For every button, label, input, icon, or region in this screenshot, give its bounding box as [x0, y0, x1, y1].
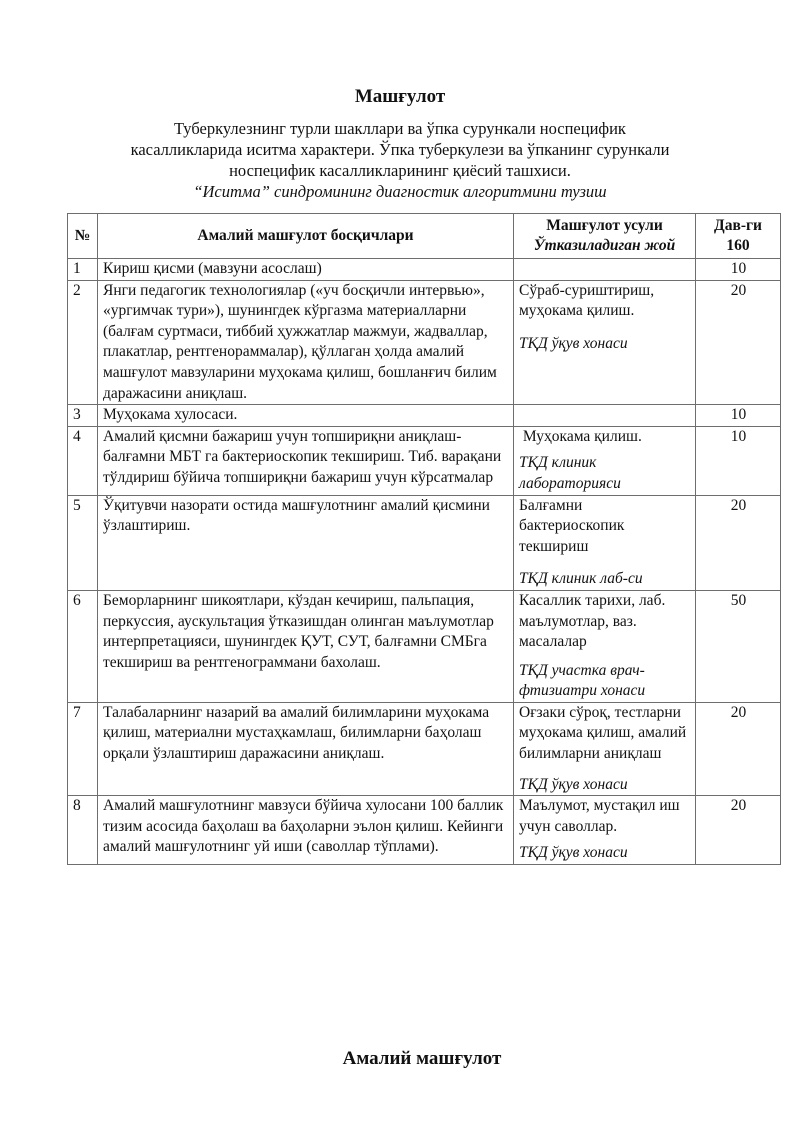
- row-number: 5: [68, 495, 98, 590]
- row-number: 8: [68, 796, 98, 865]
- row-method: [514, 495, 696, 590]
- row-method-text: Оғзаки сўроқ, тестларни муҳокама қилиш, амалий билимларни аниқлаш: [519, 703, 687, 763]
- table-row: [68, 495, 781, 590]
- row-stage: Муҳокама хулосаси.: [98, 405, 514, 427]
- header-place-label: Ўтказиладиган жой: [533, 237, 676, 254]
- row-stage: Кириш қисми (мавзуни асослаш): [98, 259, 514, 281]
- row-number: 3: [68, 405, 98, 427]
- row-stage: Янги педагогик технологиялар («уч босқичли интервью», «ургимчак тури»), шунингдек кўргазма материалларни (балғам суртмаси, тиббий ҳужжатлар мажмуи, жадваллар, плакатлар, рентгенораммалар), қўллаган ҳолда амалий машғулот мавзуларини муҳокама қилиш, бошланғич билим даражасини аниқлаш.: [98, 280, 514, 405]
- table-row: [68, 590, 781, 702]
- row-method-text: Балғамни бактериоскопик текшириш: [519, 496, 625, 555]
- row-method: [514, 702, 696, 795]
- row-duration: 10: [696, 426, 781, 495]
- row-number: 4: [68, 426, 98, 495]
- row-place: ТҚД участка врач-фтизиатри хонаси: [519, 661, 646, 700]
- row-stage: Амалий қисмни бажариш учун топшириқни аниқлаш-балғамни МБТ га бактериоскопик текшириш. Тиб. варақани тўлдириш бўйича топшириқни бажариш учун кўрсатмалар: [98, 426, 514, 495]
- row-stage: Амалий машғулотнинг мавзуси бўйича хулосани 100 баллик тизим асосида баҳолаш ва баҳоларни эълон қилиш. Кейинги амалий машғулотнинг уй иши (саволлар тўплами).: [98, 796, 514, 865]
- header-number: №: [68, 214, 98, 259]
- row-number: 1: [68, 259, 98, 281]
- row-place: ТҚД ўқув хонаси: [519, 844, 628, 862]
- table-row: [68, 259, 781, 281]
- table-row: [68, 405, 781, 427]
- row-duration: 50: [696, 590, 781, 702]
- row-method: [514, 590, 696, 702]
- table-row: [68, 796, 781, 865]
- topic-line-1: Туберкулезнинг турли шакллари ва ўпка сурункали носпецифик: [174, 119, 626, 138]
- row-stage: Беморларнинг шикоятлари, кўздан кечириш, пальпация, перкуссия, аускультация ўтказишдан олинган маълумотлар интерпретацияси, шунингдек ҚУТ, СУТ, балғамни СМБга текшириш ва рентгенограммани бахолаш.: [98, 590, 514, 702]
- row-number: 7: [68, 702, 98, 795]
- header-duration-total: 160: [726, 237, 750, 254]
- header-method: [514, 214, 696, 259]
- row-method: [514, 426, 696, 495]
- table-row: [68, 702, 781, 795]
- row-method-text: Сўраб-суриштириш, муҳокама қилиш.: [519, 281, 655, 320]
- row-place: ТҚД клиник лаб-си: [519, 570, 643, 588]
- topic-line-4: “Иситма” синдромининг диагностик алгоритмини тузиш: [193, 182, 607, 201]
- row-method: [514, 405, 696, 427]
- row-duration: 20: [696, 796, 781, 865]
- row-method: [514, 259, 696, 281]
- row-method-text: Маълумот, мустақил иш учун саволлар.: [519, 797, 680, 835]
- row-duration: 10: [696, 405, 781, 427]
- topic-line-3: носпецифик касалликларининг қиёсий ташхиси.: [229, 161, 571, 180]
- lesson-topic: [90, 118, 710, 202]
- row-number: 2: [68, 280, 98, 405]
- lesson-plan-table: [67, 213, 781, 865]
- header-method-label: Машғулот усули: [546, 217, 663, 234]
- table-header-row: [68, 214, 781, 259]
- row-method-text: Касаллик тарихи, лаб. маълумотлар, ваз. масалалар: [519, 591, 666, 651]
- row-place: ТҚД клиник лабораторияси: [519, 454, 621, 492]
- row-method-text: Муҳокама қилиш.: [519, 427, 642, 445]
- row-place: ТҚД ўқув хонаси: [519, 334, 628, 352]
- table-row: [68, 426, 781, 495]
- row-duration: 20: [696, 702, 781, 795]
- table-row: [68, 280, 781, 405]
- topic-line-2: касалликларида иситма характери. Ўпка туберкулези ва ўпканинг сурункали: [130, 140, 670, 159]
- row-stage: Талабаларнинг назарий ва амалий билимларини муҳокама қилиш, материални мустаҳкамлаш, билимларни баҳолаш орқали ўзлаштириш даражасини аниқлаш.: [98, 702, 514, 795]
- header-stages: Амалий машғулот босқичлари: [98, 214, 514, 259]
- row-duration: 20: [696, 495, 781, 590]
- page-title: Машғулот: [354, 86, 446, 107]
- next-section-title: Амалий машғулот: [342, 1048, 502, 1069]
- row-method: [514, 796, 696, 865]
- row-number: 6: [68, 590, 98, 702]
- row-place: ТҚД ўқув хонаси: [519, 775, 628, 793]
- row-method: [514, 280, 696, 405]
- row-stage: Ўқитувчи назорати остида машғулотнинг амалий қисмини ўзлаштириш.: [98, 495, 514, 590]
- row-duration: 20: [696, 280, 781, 405]
- header-duration-label: Дав-ги: [714, 217, 762, 234]
- row-duration: 10: [696, 259, 781, 281]
- header-duration: [696, 214, 781, 259]
